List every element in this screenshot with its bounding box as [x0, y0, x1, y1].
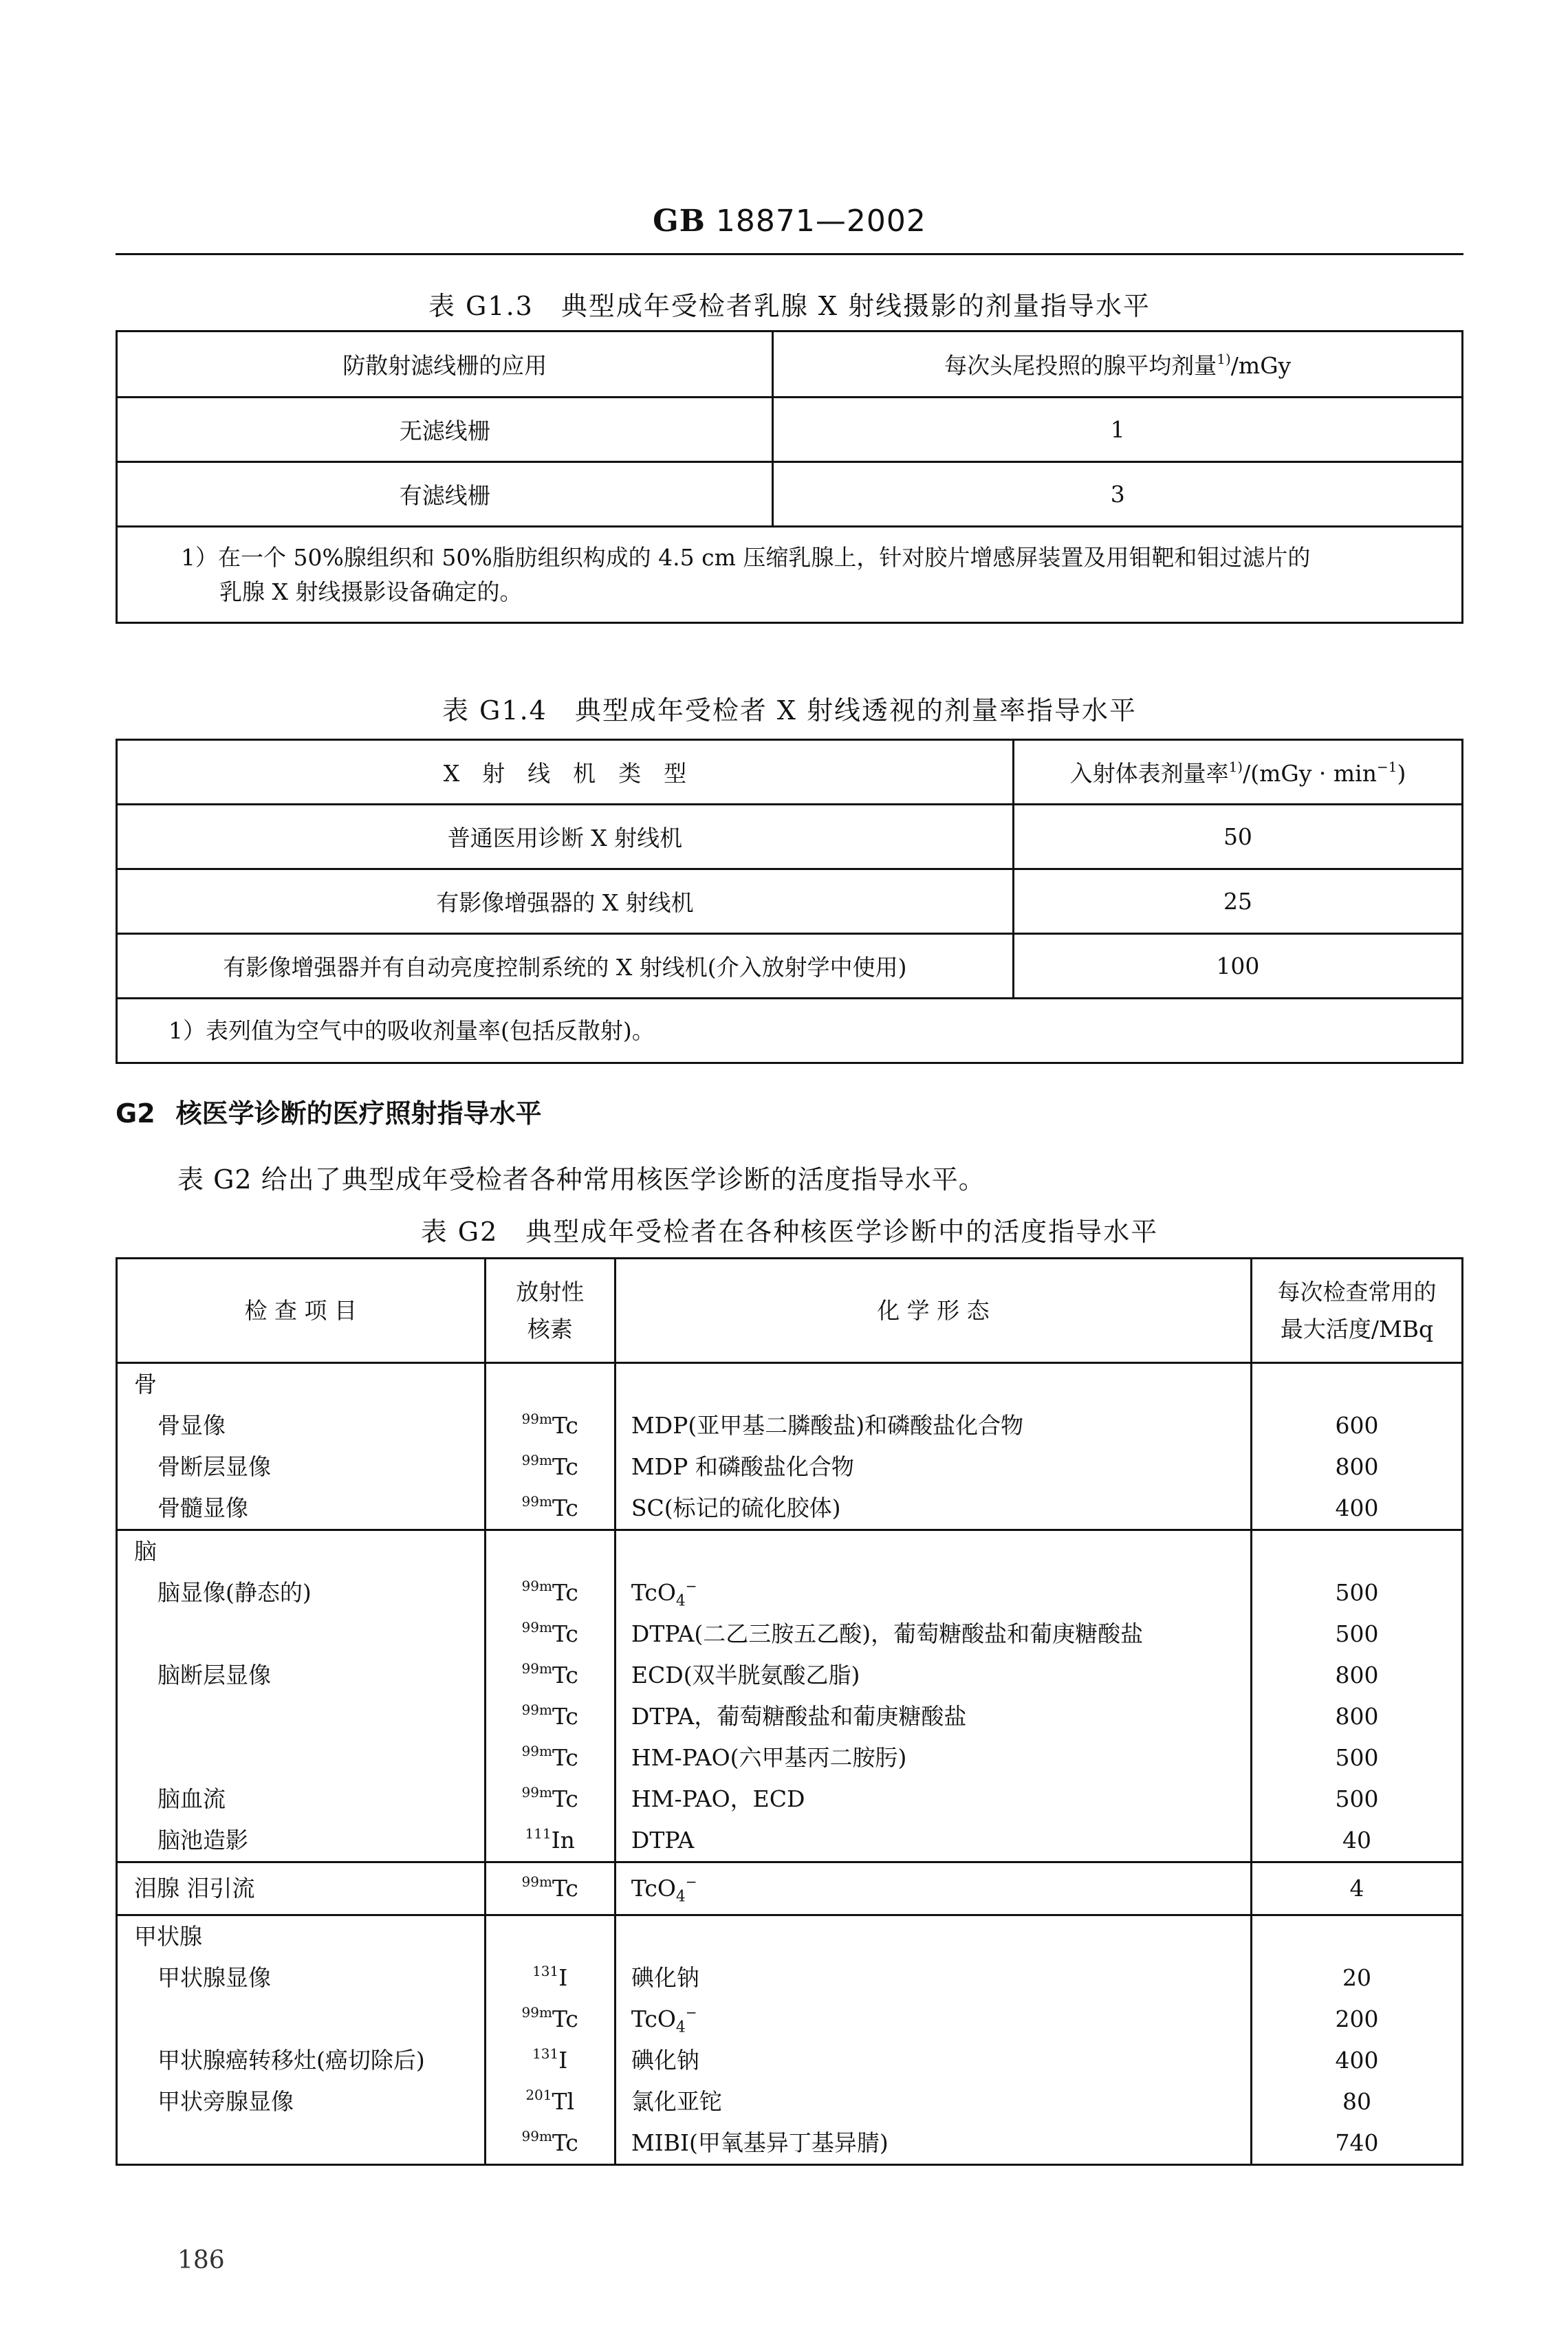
header-rule — [116, 253, 1463, 255]
table-row — [117, 398, 1463, 462]
col-header-mean-glandular-dose — [773, 331, 1463, 398]
exam-item: 脑断层显像 — [157, 1662, 271, 1688]
activity-value: 40 — [1342, 1827, 1371, 1854]
spacer — [486, 1916, 614, 1957]
formula-charge: − — [685, 1578, 697, 1594]
chemical-form: HM-PAO(六甲基丙二胺肟) — [631, 1744, 907, 1771]
table-note — [117, 527, 1463, 623]
mass-number: 99m — [521, 1493, 552, 1510]
note-line: 乳腺 X 射线摄影设备确定的。 — [219, 578, 523, 605]
chemical-form: MDP(亚甲基二膦酸盐)和磷酸盐化合物 — [631, 1412, 1024, 1439]
table-g14 — [116, 739, 1463, 1064]
activity-value: 500 — [1335, 1620, 1379, 1647]
chemical-form-cell — [615, 1530, 1251, 1862]
activity-cell — [1251, 1862, 1462, 1915]
group-title: 脑 — [134, 1538, 157, 1565]
row-label: 无滤线栅 — [117, 398, 773, 462]
exam-item — [118, 1737, 484, 1779]
activity-value: 740 — [1335, 2129, 1379, 2156]
formula-base: TcO — [631, 2005, 676, 2032]
nuclide — [486, 1957, 614, 1999]
row-value: 50 — [1013, 805, 1462, 869]
element-symbol: Tc — [552, 1579, 578, 1606]
mass-number: 99m — [521, 1702, 552, 1718]
mass-number: 99m — [521, 1578, 552, 1594]
activity-cell — [1251, 1915, 1462, 2165]
element-symbol: Tc — [552, 1703, 578, 1730]
col-header-exam-item: 检 查 项 目 — [117, 1259, 486, 1363]
row-value: 3 — [773, 462, 1463, 527]
element-symbol: Tc — [552, 1453, 578, 1480]
mass-number: 99m — [521, 1619, 552, 1635]
nuclide — [486, 1999, 614, 2040]
nuclide — [486, 1613, 614, 1655]
col-header-nuclide — [485, 1259, 615, 1363]
activity-value: 400 — [1335, 2047, 1379, 2074]
exam-item: 骨髓显像 — [157, 1494, 248, 1521]
exam-item — [118, 1696, 484, 1737]
row-label: 有影像增强器并有自动亮度控制系统的 X 射线机(介入放射学中使用) — [117, 934, 1014, 999]
section-number: G2 — [116, 1098, 155, 1129]
activity-value: 500 — [1335, 1744, 1379, 1771]
row-value: 100 — [1013, 934, 1462, 999]
exam-item-cell — [117, 1862, 486, 1915]
chemical-form: DTPA(二乙三胺五乙酸)，葡萄糖酸盐和葡庚糖酸盐 — [631, 1620, 1144, 1647]
activity-cell — [1251, 1530, 1462, 1862]
nuclide — [486, 1820, 614, 1861]
nuclide-cell — [485, 1363, 615, 1530]
mass-number: 99m — [521, 1452, 552, 1468]
element-symbol: I — [558, 2047, 568, 2074]
activity-value: 200 — [1335, 2005, 1379, 2032]
nuclide-cell — [485, 1862, 615, 1915]
mass-number: 99m — [521, 2004, 552, 2021]
table-group-thyroid — [117, 1915, 1463, 2165]
col-header-xray-type: X 射 线 机 类 型 — [117, 740, 1014, 805]
formula-base: TcO — [631, 1579, 676, 1606]
chemical-form: DTPA，葡萄糖酸盐和葡庚糖酸盐 — [631, 1703, 967, 1730]
exam-item: 骨断层显像 — [157, 1453, 271, 1480]
activity-value: 500 — [1335, 1579, 1379, 1606]
unit-text: ) — [1397, 760, 1406, 787]
chemical-form — [616, 1572, 1250, 1613]
spacer — [1252, 1531, 1461, 1572]
nuclide — [486, 1572, 614, 1613]
activity-value: 400 — [1335, 1494, 1379, 1521]
element-symbol: Tc — [552, 1620, 578, 1647]
element-symbol: Tc — [552, 1744, 578, 1771]
exam-item: 骨显像 — [157, 1412, 226, 1439]
page-number: 186 — [177, 2246, 225, 2274]
spacer — [1252, 1364, 1461, 1405]
row-label: 普通医用诊断 X 射线机 — [117, 805, 1014, 869]
table-group-brain — [117, 1530, 1463, 1862]
activity-value: 800 — [1335, 1703, 1379, 1730]
table-header-row — [117, 1259, 1463, 1363]
formula-charge: − — [685, 2004, 697, 2021]
table-header-row — [117, 740, 1463, 805]
chemical-form: SC(标记的硫化胶体) — [631, 1494, 841, 1521]
exam-item — [118, 1999, 484, 2040]
mass-number: 201 — [525, 2087, 552, 2103]
mass-number: 99m — [521, 1660, 552, 1677]
table-g14-caption: 表 G1.4 典型成年受检者 X 射线透视的剂量率指导水平 — [442, 695, 1137, 726]
unit-exponent: −1 — [1376, 759, 1397, 775]
header-line: 放射性 — [516, 1278, 585, 1305]
element-symbol: Tc — [552, 1494, 578, 1521]
chemical-form: HM-PAO，ECD — [631, 1785, 805, 1812]
element-symbol: Tc — [552, 2005, 578, 2032]
spacer — [486, 1531, 614, 1572]
footnote-ref: 1) — [1228, 759, 1243, 775]
exam-item: 脑显像(静态的) — [157, 1579, 312, 1606]
exam-item — [118, 1613, 484, 1655]
activity-value: 4 — [1349, 1875, 1364, 1902]
col-header-entrance-dose-rate — [1013, 740, 1462, 805]
table-g13 — [116, 330, 1463, 624]
element-symbol: Tl — [552, 2088, 575, 2115]
row-label: 有滤线栅 — [117, 462, 773, 527]
table-g13-caption: 表 G1.3 典型成年受检者乳腺 X 射线摄影的剂量指导水平 — [428, 291, 1151, 321]
exam-item: 脑血流 — [157, 1785, 226, 1812]
chemical-form-cell — [615, 1915, 1251, 2165]
unit-text: /(mGy · min — [1243, 760, 1377, 787]
table-row — [117, 805, 1463, 869]
footnote-ref: 1) — [1217, 351, 1231, 367]
table-note-row — [117, 999, 1463, 1063]
nuclide-cell — [485, 1530, 615, 1862]
activity-value: 600 — [1335, 1412, 1379, 1439]
activity-cell — [1251, 1363, 1462, 1530]
chemical-form-cell — [615, 1862, 1251, 1915]
chemical-form: ECD(双半胱氨酸乙脂) — [631, 1662, 860, 1688]
header-text: 每次头尾投照的腺平均剂量 — [944, 352, 1217, 379]
activity-value: 20 — [1342, 1964, 1371, 1991]
page-header — [116, 204, 1463, 239]
unit-text: /mGy — [1230, 352, 1292, 379]
element-symbol: In — [551, 1827, 575, 1854]
spacer — [616, 1364, 1250, 1405]
activity-value: 80 — [1342, 2088, 1371, 2115]
formula-subscript: 4 — [675, 1888, 686, 1906]
mass-number: 131 — [532, 1963, 559, 1979]
table-g2-caption: 表 G2 典型成年受检者在各种核医学诊断中的活度指导水平 — [420, 1217, 1159, 1247]
row-value: 1 — [773, 398, 1463, 462]
row-label: 有影像增强器的 X 射线机 — [117, 869, 1014, 934]
chemical-form-cell — [615, 1363, 1251, 1530]
formula-charge: − — [685, 1873, 697, 1890]
chemical-form: 碘化钠 — [631, 1964, 699, 1991]
chemical-form — [616, 1999, 1250, 2040]
table-group-bone — [117, 1363, 1463, 1530]
mass-number: 99m — [521, 1743, 552, 1759]
table-note-row — [117, 527, 1463, 623]
group-title: 骨 — [134, 1371, 157, 1398]
formula-base: TcO — [631, 1875, 676, 1902]
chemical-form: DTPA — [631, 1827, 695, 1854]
note-line: 1）在一个 50%腺组织和 50%脂肪组织构成的 4.5 cm 压缩乳腺上，针对胶片增感屏装置及用钼靶和钼过滤片的 — [181, 543, 1311, 571]
exam-item: 甲状腺显像 — [157, 1964, 271, 1991]
chemical-form: 氯化亚铊 — [631, 2088, 722, 2115]
section-title: 核医学诊断的医疗照射指导水平 — [175, 1098, 542, 1129]
nuclide — [486, 1405, 614, 1446]
mass-number: 99m — [521, 1873, 552, 1890]
group-title: 甲状腺 — [134, 1923, 202, 1950]
nuclide — [486, 1446, 614, 1488]
element-symbol: Tc — [552, 1785, 578, 1812]
mass-number: 111 — [525, 1825, 552, 1842]
nuclide-cell — [485, 1915, 615, 2165]
chemical-form: 碘化钠 — [631, 2047, 699, 2074]
col-header-chemical-form: 化 学 形 态 — [615, 1259, 1251, 1363]
exam-item — [118, 2122, 484, 2164]
standard-number: 18871—2002 — [715, 204, 926, 239]
spacer — [616, 1916, 1250, 1957]
element-symbol: Tc — [552, 1662, 578, 1688]
exam-item: 脑池造影 — [157, 1827, 248, 1854]
nuclide — [486, 2122, 614, 2164]
exam-item-cell — [117, 1530, 486, 1862]
group-title: 泪腺 泪引流 — [134, 1875, 255, 1902]
row-value: 25 — [1013, 869, 1462, 934]
element-symbol: I — [558, 1964, 568, 1991]
formula-subscript: 4 — [675, 1592, 686, 1610]
activity-value: 800 — [1335, 1453, 1379, 1480]
nuclide — [486, 1863, 614, 1914]
spacer — [616, 1531, 1250, 1572]
nuclide — [486, 1737, 614, 1779]
table-note: 1）表列值为空气中的吸收剂量率(包括反散射)。 — [117, 999, 1463, 1063]
intro-paragraph: 表 G2 给出了典型成年受检者各种常用核医学诊断的活度指导水平。 — [177, 1164, 986, 1195]
spacer — [486, 1364, 614, 1405]
chemical-form: MIBI(甲氧基异丁基异腈) — [631, 2129, 889, 2156]
table-row — [117, 869, 1463, 934]
col-header-grid-use: 防散射滤线栅的应用 — [117, 331, 773, 398]
section-heading — [116, 1092, 542, 1130]
formula-subscript: 4 — [675, 2019, 686, 2036]
nuclide — [486, 1696, 614, 1737]
table-row — [117, 462, 1463, 527]
nuclide — [486, 2040, 614, 2081]
chemical-form: MDP 和磷酸盐化合物 — [631, 1453, 854, 1480]
element-symbol: Tc — [552, 1412, 578, 1439]
header-text: 入射体表剂量率 — [1069, 760, 1229, 787]
activity-value: 500 — [1335, 1785, 1379, 1812]
header-line: 最大活度/MBq — [1280, 1315, 1434, 1343]
spacer — [1252, 1916, 1461, 1957]
table-header-row — [117, 331, 1463, 398]
mass-number: 99m — [521, 1411, 552, 1427]
table-group-lacrimal — [117, 1862, 1463, 1915]
exam-item-cell — [117, 1363, 486, 1530]
exam-item-cell — [117, 1915, 486, 2165]
exam-item: 甲状旁腺显像 — [157, 2088, 294, 2115]
header-line: 每次检查常用的 — [1277, 1278, 1437, 1305]
mass-number: 99m — [521, 1784, 552, 1801]
table-row — [117, 934, 1463, 999]
header-line: 核素 — [527, 1315, 573, 1343]
mass-number: 131 — [532, 2045, 559, 2062]
nuclide — [486, 1488, 614, 1529]
mass-number: 99m — [521, 2128, 552, 2144]
nuclide — [486, 1655, 614, 1696]
nuclide — [486, 1779, 614, 1820]
table-g2 — [116, 1257, 1463, 2166]
element-symbol: Tc — [552, 2129, 578, 2156]
element-symbol: Tc — [552, 1875, 578, 1902]
nuclide — [486, 2081, 614, 2122]
exam-item: 甲状腺癌转移灶(癌切除后) — [157, 2047, 425, 2074]
col-header-max-activity — [1251, 1259, 1462, 1363]
chemical-form — [616, 1863, 1250, 1914]
standard-prefix: GB — [653, 204, 706, 239]
activity-value: 800 — [1335, 1662, 1379, 1688]
